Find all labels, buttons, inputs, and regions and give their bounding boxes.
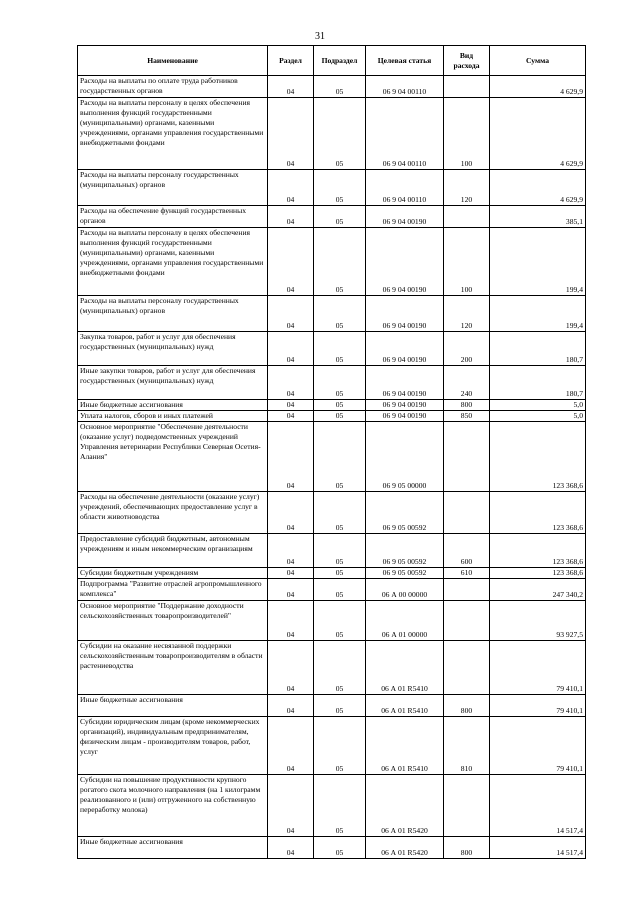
cell-razdel: 04 [268,76,314,98]
cell-razdel: 04 [268,695,314,717]
table-row [78,206,586,228]
cell-summa: 180,7 [490,332,586,366]
cell-razdel: 04 [268,332,314,366]
table-row [78,422,586,492]
cell-podrazdel: 05 [314,568,366,579]
cell-statya: 06 9 04 00190 [366,228,444,296]
cell-name: Расходы на обеспечение функций государственных органов [78,206,268,228]
cell-summa: 199,4 [490,228,586,296]
cell-podrazdel: 05 [314,332,366,366]
cell-statya: 06 9 04 00190 [366,411,444,422]
cell-podrazdel: 05 [314,422,366,492]
cell-summa: 5,0 [490,411,586,422]
cell-podrazdel: 05 [314,837,366,859]
cell-name: Субсидии юридическим лицам (кроме некоммерческих организаций), индивидуальным предпринимателям, физическим лицам - производителям товаров, работ, услуг [78,717,268,775]
table-body [78,76,586,859]
budget-table [77,45,586,859]
table-row [78,411,586,422]
cell-statya: 06 9 05 00000 [366,422,444,492]
cell-vid [444,601,490,641]
cell-summa: 123 368,6 [490,534,586,568]
cell-vid: 800 [444,837,490,859]
cell-razdel: 04 [268,775,314,837]
column-header-name: Наименование [78,46,268,76]
cell-razdel: 04 [268,206,314,228]
cell-statya: 06 9 04 00190 [366,296,444,332]
table-row [78,170,586,206]
cell-razdel: 04 [268,411,314,422]
cell-podrazdel: 05 [314,775,366,837]
cell-razdel: 04 [268,534,314,568]
cell-summa: 14 517,4 [490,775,586,837]
cell-name: Расходы на выплаты персоналу государственных (муниципальных) органов [78,170,268,206]
cell-summa: 199,4 [490,296,586,332]
cell-vid [444,76,490,98]
table-row [78,534,586,568]
cell-statya: 06 9 05 00592 [366,492,444,534]
cell-statya: 06 9 05 00592 [366,568,444,579]
cell-summa: 4 629,9 [490,76,586,98]
cell-summa: 4 629,9 [490,98,586,170]
cell-name: Иные бюджетные ассигнования [78,837,268,859]
cell-statya: 06 9 04 00190 [366,400,444,411]
cell-summa: 123 368,6 [490,568,586,579]
table-row [78,492,586,534]
cell-vid: 100 [444,228,490,296]
table-row [78,641,586,695]
cell-podrazdel: 05 [314,534,366,568]
cell-statya: 06 А 01 R5420 [366,775,444,837]
table-row [78,98,586,170]
cell-summa: 4 629,9 [490,170,586,206]
column-header-podrazdel: Подраздел [314,46,366,76]
cell-name: Основное мероприятие "Обеспечение деятельности (оказание услуг) подведомственных учреждений Управления ветеринарии Республики Северная Осетия-Алания" [78,422,268,492]
cell-podrazdel: 05 [314,492,366,534]
cell-statya: 06 9 04 00190 [366,366,444,400]
cell-razdel: 04 [268,717,314,775]
cell-podrazdel: 05 [314,170,366,206]
cell-vid [444,492,490,534]
table-row [78,601,586,641]
cell-razdel: 04 [268,568,314,579]
cell-summa: 5,0 [490,400,586,411]
cell-vid: 200 [444,332,490,366]
cell-statya: 06 А 01 00000 [366,601,444,641]
table-row [78,568,586,579]
cell-name: Уплата налогов, сборов и иных платежей [78,411,268,422]
cell-vid: 800 [444,400,490,411]
cell-vid [444,775,490,837]
cell-statya: 06 А 01 R5420 [366,837,444,859]
cell-statya: 06 9 04 00110 [366,170,444,206]
cell-statya: 06 9 04 00110 [366,76,444,98]
cell-name: Расходы на выплаты персоналу в целях обеспечения выполнения функций государственными (муниципальными) органами, казенными учреждениями, органами управления государственными внебюджетными фондами [78,98,268,170]
cell-podrazdel: 05 [314,695,366,717]
cell-razdel: 04 [268,492,314,534]
cell-name: Субсидии на повышение продуктивности крупного рогатого скота молочного направления (на 1 килограмм реализованного и (или) отгруженного на собственную переработку молока) [78,775,268,837]
cell-statya: 06 9 04 00110 [366,98,444,170]
cell-name: Закупка товаров, работ и услуг для обеспечения государственных (муниципальных) нужд [78,332,268,366]
cell-podrazdel: 05 [314,641,366,695]
table-row [78,579,586,601]
cell-razdel: 04 [268,400,314,411]
cell-razdel: 04 [268,170,314,206]
column-header-vid: Вид расхода [444,46,490,76]
cell-statya: 06 А 01 R5410 [366,695,444,717]
cell-summa: 79 410,1 [490,717,586,775]
cell-name: Субсидии бюджетным учреждениям [78,568,268,579]
cell-statya: 06 А 01 R5410 [366,717,444,775]
cell-podrazdel: 05 [314,98,366,170]
cell-statya: 06 9 05 00592 [366,534,444,568]
column-header-summa: Сумма [490,46,586,76]
cell-name: Иные закупки товаров, работ и услуг для обеспечения государственных (муниципальных) нужд [78,366,268,400]
cell-vid [444,206,490,228]
page-number: 31 [315,31,325,42]
cell-razdel: 04 [268,579,314,601]
table-header-row [78,46,586,76]
cell-razdel: 04 [268,98,314,170]
cell-podrazdel: 05 [314,579,366,601]
table-row [78,400,586,411]
cell-vid: 610 [444,568,490,579]
cell-vid: 600 [444,534,490,568]
cell-vid: 850 [444,411,490,422]
cell-name: Подпрограмма "Развитие отраслей агропромышленного комплекса" [78,579,268,601]
cell-podrazdel: 05 [314,411,366,422]
cell-name: Расходы на выплаты персоналу государственных (муниципальных) органов [78,296,268,332]
cell-vid: 120 [444,296,490,332]
cell-name: Расходы на выплаты по оплате труда работников государственных органов [78,76,268,98]
cell-name: Иные бюджетные ассигнования [78,400,268,411]
cell-razdel: 04 [268,296,314,332]
cell-vid: 800 [444,695,490,717]
table-row [78,775,586,837]
cell-name: Расходы на выплаты персоналу в целях обеспечения выполнения функций государственными (муниципальными) органами, казенными учреждениями, органами управления государственными внебюджетными фондами [78,228,268,296]
cell-podrazdel: 05 [314,228,366,296]
cell-name: Предоставление субсидий бюджетным, автономным учреждениям и иным некоммерческим организациям [78,534,268,568]
cell-vid [444,422,490,492]
cell-statya: 06 9 04 00190 [366,206,444,228]
cell-summa: 79 410,1 [490,641,586,695]
table-row [78,228,586,296]
cell-name: Иные бюджетные ассигнования [78,695,268,717]
table-row [78,366,586,400]
cell-vid: 810 [444,717,490,775]
table-row [78,332,586,366]
cell-vid [444,641,490,695]
cell-razdel: 04 [268,641,314,695]
cell-summa: 14 517,4 [490,837,586,859]
cell-summa: 385,1 [490,206,586,228]
cell-razdel: 04 [268,601,314,641]
table-row [78,296,586,332]
column-header-statya: Целевая статья [366,46,444,76]
table-row [78,717,586,775]
cell-podrazdel: 05 [314,717,366,775]
cell-statya: 06 А 01 R5410 [366,641,444,695]
cell-podrazdel: 05 [314,296,366,332]
cell-razdel: 04 [268,366,314,400]
cell-razdel: 04 [268,228,314,296]
cell-vid: 240 [444,366,490,400]
cell-summa: 123 368,6 [490,492,586,534]
cell-summa: 79 410,1 [490,695,586,717]
cell-summa: 180,7 [490,366,586,400]
cell-summa: 123 368,6 [490,422,586,492]
cell-name: Основное мероприятие "Поддержание доходности сельскохозяйственных товаропроизводителей" [78,601,268,641]
cell-vid: 100 [444,98,490,170]
cell-razdel: 04 [268,837,314,859]
cell-name: Субсидии на оказание несвязанной поддержки сельскохозяйственным товаропроизводителям в области растениеводства [78,641,268,695]
table-row [78,76,586,98]
cell-podrazdel: 05 [314,601,366,641]
cell-podrazdel: 05 [314,400,366,411]
table-row [78,695,586,717]
cell-vid [444,579,490,601]
cell-razdel: 04 [268,422,314,492]
cell-statya: 06 А 00 00000 [366,579,444,601]
cell-summa: 93 927,5 [490,601,586,641]
cell-podrazdel: 05 [314,206,366,228]
cell-summa: 247 340,2 [490,579,586,601]
table-row [78,837,586,859]
cell-vid: 120 [444,170,490,206]
cell-podrazdel: 05 [314,366,366,400]
cell-name: Расходы на обеспечение деятельности (оказание услуг) учреждений, обеспечивающих предоставление услуг в области животноводства [78,492,268,534]
cell-podrazdel: 05 [314,76,366,98]
cell-statya: 06 9 04 00190 [366,332,444,366]
column-header-razdel: Раздел [268,46,314,76]
